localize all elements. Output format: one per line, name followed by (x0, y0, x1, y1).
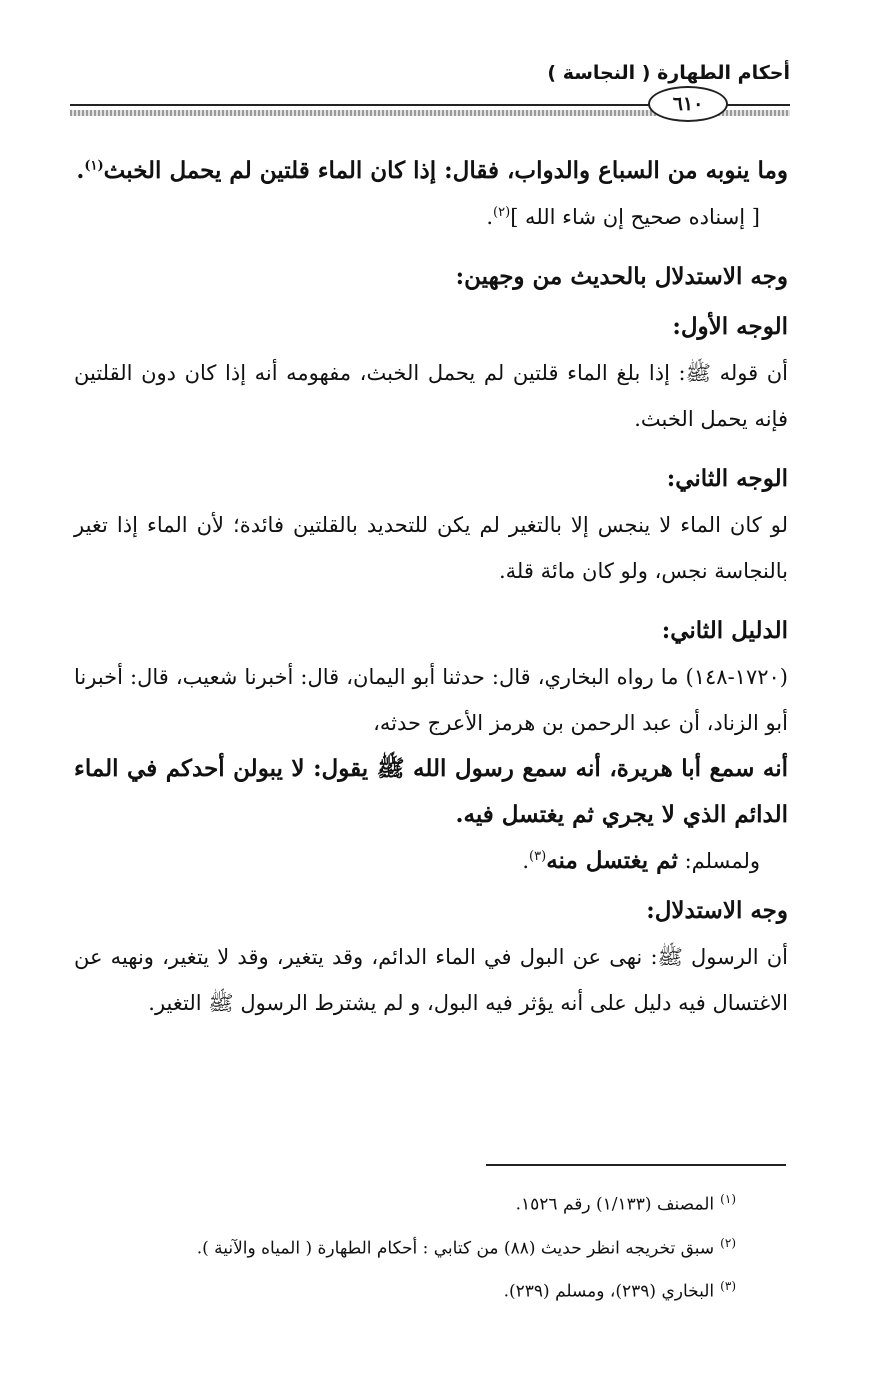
paragraph-hadith-continuation: وما ينوبه من السباع والدواب، فقال: إذا كان الماء قلتين لم يحمل الخبث$^{(١)}$. (76, 157, 788, 184)
footnote-separator (486, 1164, 786, 1166)
paragraph-second-way: لو كان الماء لا ينجس إلا بالتغير لم يكن للتحديد بالقلتين فائدة؛ لأن الماء إذا تغير بالنجاسة نجس، ولو كان مائة قلة. (74, 513, 788, 583)
paragraph-text: وما ينوبه من السباع والدواب، فقال: إذا كان الماء قلتين لم يحمل الخبث (103, 157, 788, 184)
paragraph-hadith-text: أنه سمع أبا هريرة، أنه سمع رسول الله ﷺ يقول: لا يبولن أحدكم في الماء الدائم الذي لا يجري ثم يغتسل فيه. (74, 755, 788, 828)
footnote-mark: (١) (720, 1192, 736, 1206)
footnote-text: المصنف (١/١٣٣) رقم ١٥٢٦. (515, 1194, 715, 1215)
paragraph-text: [ إسناده صحيح إن شاء الله ] (510, 205, 760, 229)
paragraph-first-way: أن قوله ﷺ: إذا بلغ الماء قلتين لم يحمل الخبث، مفهومه أنه إذا كان دون القلتين فإنه يحمل الخبث. (74, 361, 788, 431)
footnote-ref-1: (١) (84, 158, 104, 174)
paragraph-inference: أن الرسول ﷺ: نهى عن البول في الماء الدائم، وقد يتغير، وقد لا يتغير، ونهيه عن الاغتسال فيه دليل على أنه يؤثر فيه البول، و لم يشترط الرسول ﷺ التغير. (74, 945, 788, 1015)
page-header (70, 58, 790, 128)
paragraph-muslim-variant: ولمسلم: ثم يغتسل منه$^{(٣)}$. (522, 847, 760, 874)
footnote-mark: (٣) (720, 1279, 736, 1294)
muslim-prefix: ولمسلم: (684, 849, 760, 873)
heading-inference-two-ways: وجه الاستدلال بالحديث من وجهين: (455, 263, 788, 290)
heading-second-evidence: الدليل الثاني: (661, 617, 788, 644)
heading-inference: وجه الاستدلال: (646, 897, 788, 924)
footnote-mark: (٢) (720, 1235, 736, 1250)
heading-second-way: الوجه الثاني: (666, 465, 788, 492)
footnote-ref-3: (٣) (529, 849, 547, 864)
footnotes (74, 1180, 736, 1311)
book-title: أحكام الطهارة ( النجاسة ) (547, 62, 790, 84)
footnote-1 (74, 1180, 736, 1224)
heading-first-way: الوجه الأول: (672, 313, 788, 340)
paragraph-grading: [ إسناده صحيح إن شاء الله ]$^{(٢)}$. (486, 205, 760, 229)
footnote-3 (74, 1267, 736, 1311)
paragraph-isnad: (١٧٢٠-١٤٨) ما رواه البخاري، قال: حدثنا أبو اليمان، قال: أخبرنا شعيب، قال: أخبرنا أبو الزناد، أن عبد الرحمن بن هرمز الأعرج حدثه، (74, 665, 788, 735)
muslim-wording: ثم يغتسل منه (546, 847, 678, 874)
footnote-text: سبق تخريجه انظر حديث (٨٨) من كتابي : أحكام الطهارة ( المياه والآنية ). (196, 1238, 715, 1259)
page-number: ٦١٠ (648, 86, 728, 122)
footnote-2 (74, 1224, 736, 1268)
footnote-text: البخاري (٢٣٩)، ومسلم (٢٣٩). (503, 1281, 715, 1302)
footnote-ref-2: (٢) (493, 205, 511, 220)
main-text (74, 148, 788, 1026)
